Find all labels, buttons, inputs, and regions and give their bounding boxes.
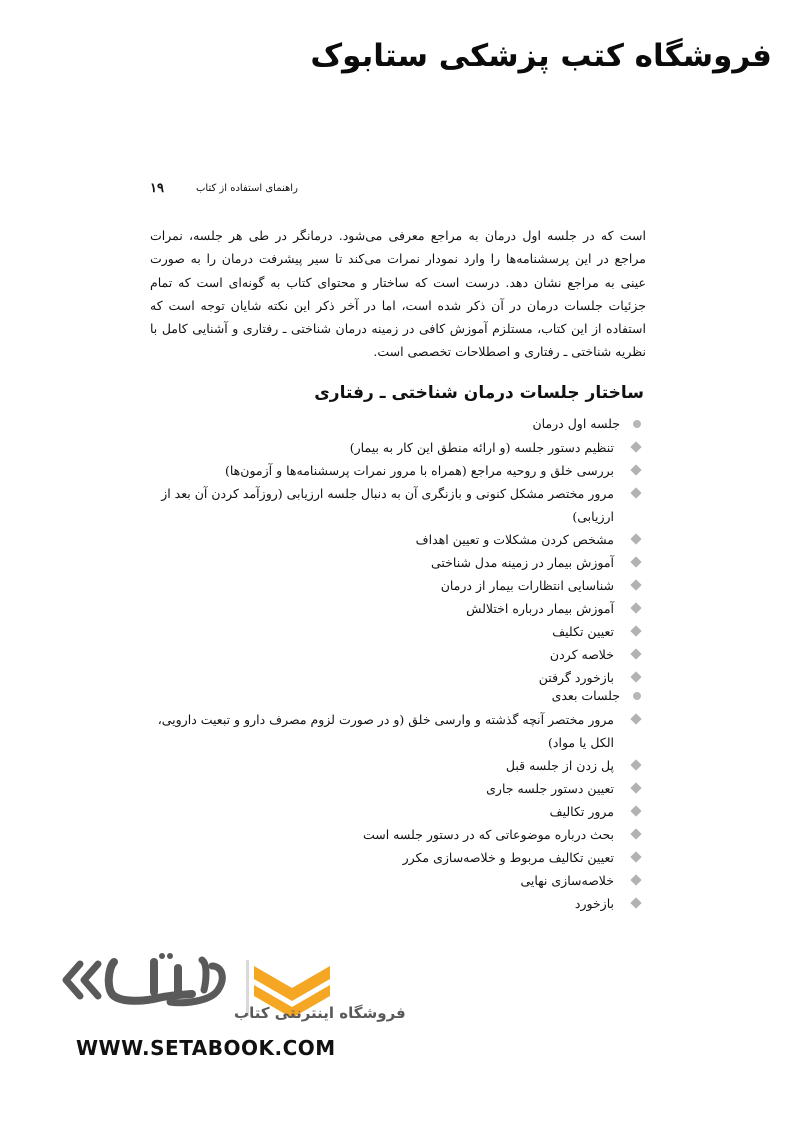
running-title: راهنمای استفاده از کتاب [196, 183, 298, 194]
bullet-dot-icon [633, 420, 641, 428]
list-item [150, 436, 644, 459]
list-item-text: بررسی خلق و روحیه مراجع (همراه با مرور نمرات پرسشنامه‌ها و آزمون‌ها) [224, 463, 614, 478]
first-session-label: جلسه اول درمان [532, 416, 620, 431]
diamond-bullet-icon [630, 671, 641, 682]
list-item [150, 643, 644, 666]
logo-left-chevron-1 [66, 964, 80, 996]
diamond-bullet-icon [630, 556, 641, 567]
list-item [150, 869, 644, 892]
list-item [150, 754, 644, 777]
first-session-heading [150, 413, 644, 435]
list-item [150, 823, 644, 846]
first-session-block [150, 413, 644, 689]
list-item-text: آموزش بیمار در زمینه مدل شناختی [430, 555, 614, 570]
list-item [150, 708, 644, 754]
diamond-bullet-icon [630, 874, 641, 885]
intro-paragraph-block [150, 224, 646, 364]
list-item [150, 574, 644, 597]
list-item [150, 459, 644, 482]
diamond-bullet-icon [630, 579, 641, 590]
logo-script-dot-1 [159, 953, 165, 959]
logo-script-stroke-4 [202, 960, 206, 990]
diamond-bullet-icon [630, 897, 641, 908]
diamond-bullet-icon [630, 851, 641, 862]
later-sessions-list [150, 708, 644, 915]
list-item-text: تعیین دستور جلسه جاری [486, 781, 614, 796]
diamond-bullet-icon [630, 828, 641, 839]
list-item-text: پل زدن از جلسه قبل [505, 758, 614, 773]
list-item [150, 482, 644, 528]
later-sessions-label: جلسات بعدی [551, 688, 620, 703]
diamond-bullet-icon [630, 441, 641, 452]
store-banner-title: فروشگاه کتب پزشکی ستابوک [310, 38, 772, 74]
list-item-text: مرور مختصر آنچه گذشته و وارسی خلق (و در صورت لزوم مصرف دارو و تبعیت دارویی، الکل یا مواد) [157, 712, 614, 750]
diamond-bullet-icon [630, 782, 641, 793]
page-number: ۱۹ [150, 181, 164, 196]
list-item-text: مرور مختصر مشکل کنونی و بازنگری آن به دنبال جلسه ارزیابی (روزآمد کردن آن بعد از ارزیابی) [161, 486, 614, 524]
diamond-bullet-icon [630, 713, 641, 724]
first-session-list [150, 436, 644, 689]
bullet-dot-icon [633, 692, 641, 700]
logo-left-chevron-2 [84, 964, 98, 996]
list-item [150, 551, 644, 574]
running-header [150, 180, 646, 198]
list-item-text: مشخص کردن مشکلات و تعیین اهداف [415, 532, 614, 547]
diamond-bullet-icon [630, 487, 641, 498]
setabook-tagline: فروشگاه اینترنتی کتاب [234, 1004, 406, 1022]
website-url: WWW.SETABOOK.COM [76, 1036, 336, 1060]
list-item [150, 892, 644, 915]
list-item [150, 597, 644, 620]
diamond-bullet-icon [630, 533, 641, 544]
list-item-text: تعیین تکلیف [552, 624, 614, 639]
diamond-bullet-icon [630, 805, 641, 816]
list-item-text: بازخورد گرفتن [538, 670, 614, 685]
list-item [150, 620, 644, 643]
diamond-bullet-icon [630, 602, 641, 613]
setabook-wordmark-mark [66, 953, 222, 1003]
list-item-text: شناسایی انتظارات بیمار از درمان [440, 578, 614, 593]
list-item-text: خلاصه‌سازی نهایی [520, 873, 614, 888]
logo-script-dot-2 [167, 953, 173, 959]
diamond-bullet-icon [630, 759, 641, 770]
list-item-text: تنظیم دستور جلسه (و ارائه منطق این کار به بیمار) [349, 440, 614, 455]
list-item [150, 777, 644, 800]
intro-paragraph: است که در جلسه اول درمان به مراجع معرفی می‌شود. درمانگر در طی هر جلسه، نمرات مراجع در این پرسشنامه‌ها را وارد نمودار نمرات می‌کند تا سیر پیشرفت درمان را به صورت عینی به مراجع نشان دهد. درست است که ساختار و محتوای کتاب به گونه‌ای است که تمام جزئیات جلسات درمان در آن ذکر شده است، اما در آخر ذکر این نکته شایان توجه است که استفاده از این کتاب، مستلزم آموزش کافی در زمینه درمان شناختی ـ رفتاری و آشنایی کامل با نظریه شناختی ـ رفتاری و اصطلاحات تخصصی است. [150, 228, 646, 360]
list-item-text: بحث درباره موضوعاتی که در دستور جلسه است [362, 827, 614, 842]
later-sessions-block [150, 685, 644, 915]
list-item-text: بازخورد [574, 896, 614, 911]
list-item [150, 800, 644, 823]
list-item [150, 846, 644, 869]
diamond-bullet-icon [630, 464, 641, 475]
list-item-text: مرور تکالیف [549, 804, 614, 819]
section-heading: ساختار جلسات درمان شناختی ـ رفتاری [314, 383, 644, 403]
list-item-text: آموزش بیمار درباره اختلالش [466, 601, 614, 616]
setabook-logo [58, 948, 406, 1028]
diamond-bullet-icon [630, 648, 641, 659]
list-item-text: تعیین تکالیف مربوط و خلاصه‌سازی مکرر [402, 850, 614, 865]
list-item [150, 528, 644, 551]
list-item-text: خلاصه کردن [549, 647, 614, 662]
diamond-bullet-icon [630, 625, 641, 636]
later-sessions-heading [150, 685, 644, 707]
